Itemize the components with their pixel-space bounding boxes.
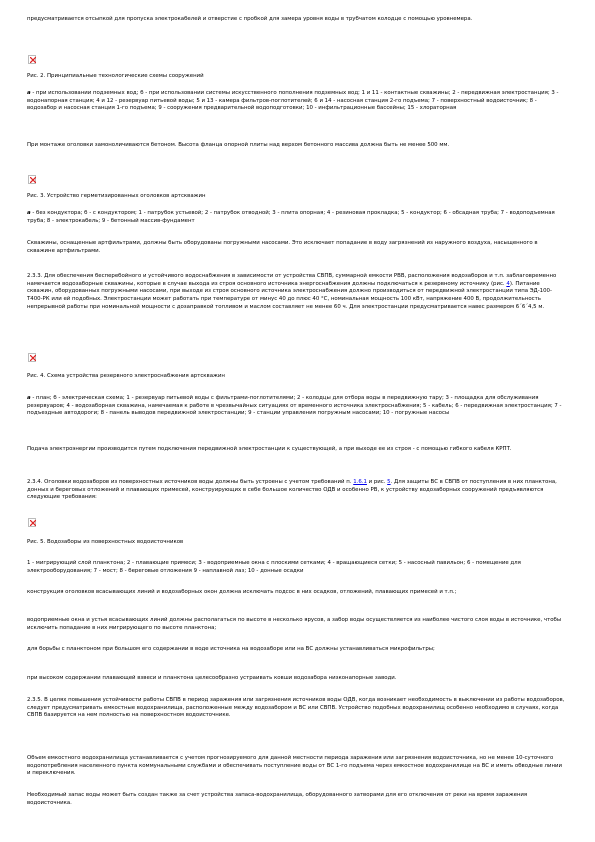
fig4-legend-a: а [27,395,31,401]
broken-image-icon [30,177,36,183]
paragraph-volume: Объем емкостного водохранилища устанавливается с учетом прогнозируемого для данной местности периода заражения или загрязнения водоисточника, но не менее 10-суточного водопотребления населенного пункта коммунальными службами и обеспечивать поступление воды от ВС 1-го подъема через емкостное водохранилище на ВС и иметь обводные линии и переключения. [27,755,563,777]
broken-image-fig2 [28,55,36,64]
paragraph-remove: при высоком содержании плавающей взвеси и планктона целесообразно устраивать ковши водозабора низконапорные заводи. [27,675,397,681]
fig2-caption: Рис. 2. Принципиальные технологические схемы сооружений [27,73,204,79]
paragraph-windows: водоприемные окна и устья всасывающих линий должны располагаться по высоте в несколько ярусов, а забор воды осуществляется из наиболее чистого слоя воды в источнике, чтобы исключить попадание в них мигрирующего по высоте планктона; [27,617,562,631]
broken-image-fig4 [28,353,36,362]
paragraph-wells: Скважины, оснащенные артфильтрами, должны быть оборудованы погружными насосами. Это исключает попадание в воду загрязнений из наружного воздуха, насыщенного в скважине артфильтрами. [27,240,538,254]
broken-image-fig3 [28,175,36,184]
fig5-link[interactable]: 5 [387,479,391,485]
paragraph-2-3-3 [27,273,567,311]
p233-text1: 2.3.3. Для обеспечения бесперебойного и устойчивого водоснабжения в зависимости от устройства СВПВ, суммарной емкости РВВ, расположения водозаборов и т.п. заблаговременно намечается водозаборные скважины, которые в случае выхода из строя основного источника энергоснабжения должны подключаться к резервному источнику (рис. [27,273,557,287]
paragraph-2-3-5: 2.3.5. В целях повышения устойчивости работы СВПВ в период заражения или загрязнения источников воды ОДВ, когда возникает необходимость в выключении из работы водозаборов, следует предусматривать емкостные водохранилища, расположенные между водозабором и ВС или СВПВ. Устройство подобных водохранилищ особенно необходимо в случаях, когда СВПВ базируется на нем полностью на поверхностном водоисточнике. [27,697,565,719]
fig5-caption: Рис. 5. Водозаборы из поверхностных водоисточников [27,539,184,545]
p1-6-1-link[interactable]: 1.6.1 [353,479,367,485]
fig5-legend: 1 - мигрирующий слой планктона; 2 - плавающие примеси; 3 - водоприемные окна с плоскими сетками; 4 - вращающиеся сетки; 5 - насосный павильон; 6 - помещение для электрооборудования; 7 - мост; 8 - береговые отложения 9 - наплавной лаз; 10 - донные осадки [27,560,521,574]
fig3-legend-a: а [27,210,31,216]
paragraph-top: предусматривается отсыпкой для пропуска электрокабелей и отверстие с пробкой для замера уровня воды в трубчатом колодце с помощью уровнемера. [27,16,473,22]
paragraph-2-3-4 [27,479,567,502]
fig3-caption: Рис. 3. Устройство герметизированных оголовков артскважин [27,193,206,199]
fig4-link[interactable]: 4 [506,280,510,287]
paragraph-reserve: Необходимый запас воды может быть создан также за счет устройства запаса-водохранилища, оборудованного затворами для его отключения от реки на время заражения водоисточника. [27,792,528,806]
p234-text3: . Для защиты ВС в СВПВ от поступления в них планктона, донных и береговых отложений и плавающих примесей, конструирующих в себе большое количество ОДВ и особенно РВ, к устройству водозаборных сооружений предъявляются следующие требования: [27,479,557,501]
paragraph-construct: конструкция оголовков всасывающих линий и водозаборных окон должна исключать подсос в них осадков, отложений, плавающих примесей и т.п.; [27,589,457,595]
fig2-legend-text: - при использовании подземных вод; б - при использовании системы искусственного пополнения подземных вод; 1 и 11 - контактные скважины; 2 - передвижная электростанция; 3 - водонапорная станция; 4 и 12 - резервуар питьевой воды; 5 и 13 - камера фильтров-поглотителей; 6 и 14 - насосная станция 2-го подъема; 7 - поверхностный водоисточник; 8 - водозабор и насосная станция 1-го подъема; 9 - сооружения предварительной водоподготовки; 10 - инфильтрационные бассейны; 15 - хлораторная [27,90,559,112]
p233-text2: ). Питание скважин, оборудованных погружными насосами, при выходе из строя основного источника электроснабжения должно производиться от передвижной электростанции типа ЭД-100-Т400-РК или ей подобных. Электростанции может работать при температуре от минус 40 до плюс 40 °С, номинальная мощность 100 кВт, напряжение 400 В, продолжительность непрерывной работы при номинальной мощности с дозаправкой топливом и маслом составляет не менее 60 ч. Для электростанции предусматривается навес размером 6´6´4,5 м. [27,280,552,310]
fig2-legend [27,90,567,113]
fig4-legend [27,395,567,418]
broken-image-fig5 [28,518,36,527]
p234-text1: 2.3.4. Оголовки водозаборов из поверхностных источников воды должны быть устроены с учетом требований п. [27,479,354,485]
p234-text2: и рис. [366,479,388,485]
paragraph-connect: Подача электроэнергии производится путем подключения передвижной электростанции к существующей, а при выходе ее из строя - с помощью гибкого кабеля КРПТ. [27,446,512,452]
broken-image-icon [30,57,36,63]
fig4-caption: Рис. 4. Схема устройства резервного электроснабжения артскважин [27,373,225,379]
fig4-legend-text: - план; б - электрическая схема; 1 - резервуар питьевой воды с фильтрами-поглотителями; 2 - колодцы для отбора воды в передвижную тару; 3 - площадка для обслуживания резервуаров; 4 - водозаборная скважина, намечаемая к работе в чрезвычайных ситуациях от временного источника электроснабжения; 5 - кабель; 6 - передвижная электростанция; 7 - подъездные автодороги; 8 - панель выводов передвижной электростанции; 9 - станции управления погружным насосами; 10 - погружные насосы [27,395,562,417]
broken-image-icon [30,355,36,361]
paragraph-concrete: При монтаже оголовки замоноличиваются бетоном. Высота фланца опорной плиты над верхом бетонного массива должна быть не менее 500 мм. [27,142,450,148]
fig3-legend-text: - без кондуктора; б - с кондуктором; 1 - патрубок устьевой; 2 - патрубок отводной; 3 - плита опорная; 4 - резиновая прокладка; 5 - кондуктор; 6 - обсадная труба; 7 - водоподъемная труба; 8 - электрокабель; 9 - бетонный массив-фундамент [27,210,555,224]
broken-image-icon [30,520,36,526]
paragraph-plankton: для борьбы с планктоном при большом его содержании в воде источника на водозаборе или на ВС должны устанавливаться микрофильтры; [27,646,435,652]
fig3-legend [27,210,567,225]
fig2-legend-a: а [27,90,31,96]
